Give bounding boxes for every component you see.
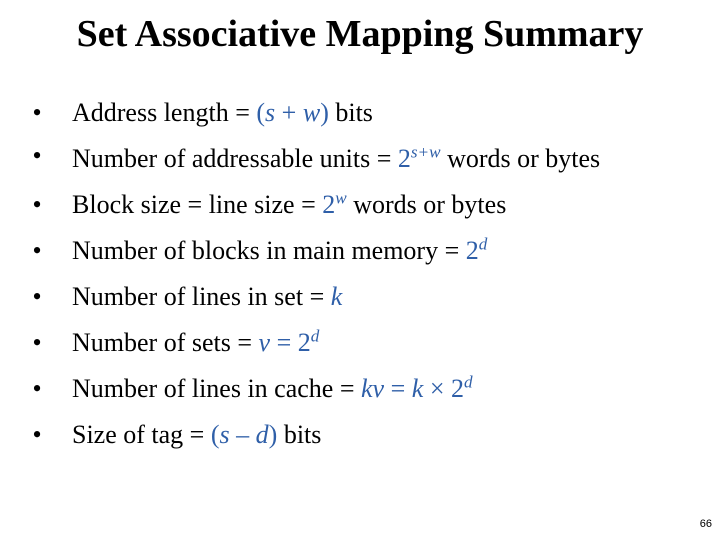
math-exponent: d [464, 372, 473, 392]
bullet-text: Number of addressable units = [72, 144, 398, 173]
math-exponent: d [310, 326, 320, 346]
bullet-dot: • [32, 328, 42, 357]
math-var-s: s [219, 420, 230, 449]
bullet-text: Block size = line size = [72, 190, 323, 219]
page-number: 66 [699, 518, 712, 530]
bullet-text-suffix: words or bytes [440, 144, 601, 173]
math-op: + [275, 98, 303, 127]
bullet-text-suffix: words or bytes [346, 190, 507, 219]
bullet-dot: • [32, 141, 42, 170]
math-exponent: d [478, 234, 488, 254]
bullet-block-size [28, 182, 668, 228]
math-var-v: v [258, 328, 271, 357]
bullet-text: Number of lines in set = [72, 282, 331, 311]
math-base: 2 [465, 236, 479, 265]
slide-title: Set Associative Mapping Summary [76, 13, 644, 55]
bullet-dot: • [32, 236, 42, 265]
bullet-text-suffix: bits [277, 420, 322, 449]
math-paren: ) [320, 98, 329, 127]
bullet-lines-in-set [28, 274, 668, 320]
math-exponent: w [335, 188, 347, 208]
math-exponent: s+w [410, 142, 441, 162]
bullet-dot: • [32, 282, 42, 311]
math-var-k: k [411, 374, 424, 403]
bullet-tag-size [28, 412, 668, 458]
bullet-text: Number of blocks in main memory = [72, 236, 466, 265]
bullet-lines-in-cache [28, 366, 668, 412]
math-var-kv: kv [361, 374, 385, 403]
math-paren: ) [268, 420, 278, 449]
math-base: 2 [297, 328, 311, 357]
math-op: – [229, 420, 256, 449]
bullet-dot: • [32, 374, 42, 403]
bullet-addressable-units [28, 136, 668, 182]
math-op: = [270, 328, 298, 357]
bullet-text: Address length = [72, 98, 257, 127]
math-base: 2 [322, 190, 336, 219]
math-var-s: s [265, 98, 276, 127]
math-var-k: k [330, 282, 343, 311]
bullet-text-suffix: bits [328, 98, 373, 127]
bullet-number-of-sets [28, 320, 668, 366]
math-base: 2 [451, 374, 464, 403]
math-base: 2 [397, 144, 411, 173]
bullet-dot: • [32, 190, 42, 219]
math-op: = [384, 374, 412, 403]
bullet-blocks-in-memory [28, 228, 668, 274]
math-paren: ( [256, 98, 266, 127]
bullet-text: Size of tag = [72, 420, 211, 449]
bullet-text: Number of lines in cache = [72, 374, 362, 403]
bullet-text: Number of sets = [72, 328, 259, 357]
math-var-w: w [302, 98, 321, 127]
bullet-dot: • [32, 420, 42, 449]
math-var-d: d [255, 420, 269, 449]
math-paren: ( [210, 420, 220, 449]
bullet-address-length [28, 90, 668, 136]
bullet-list [28, 90, 668, 458]
bullet-dot: • [32, 98, 42, 127]
math-op: × [423, 374, 451, 403]
